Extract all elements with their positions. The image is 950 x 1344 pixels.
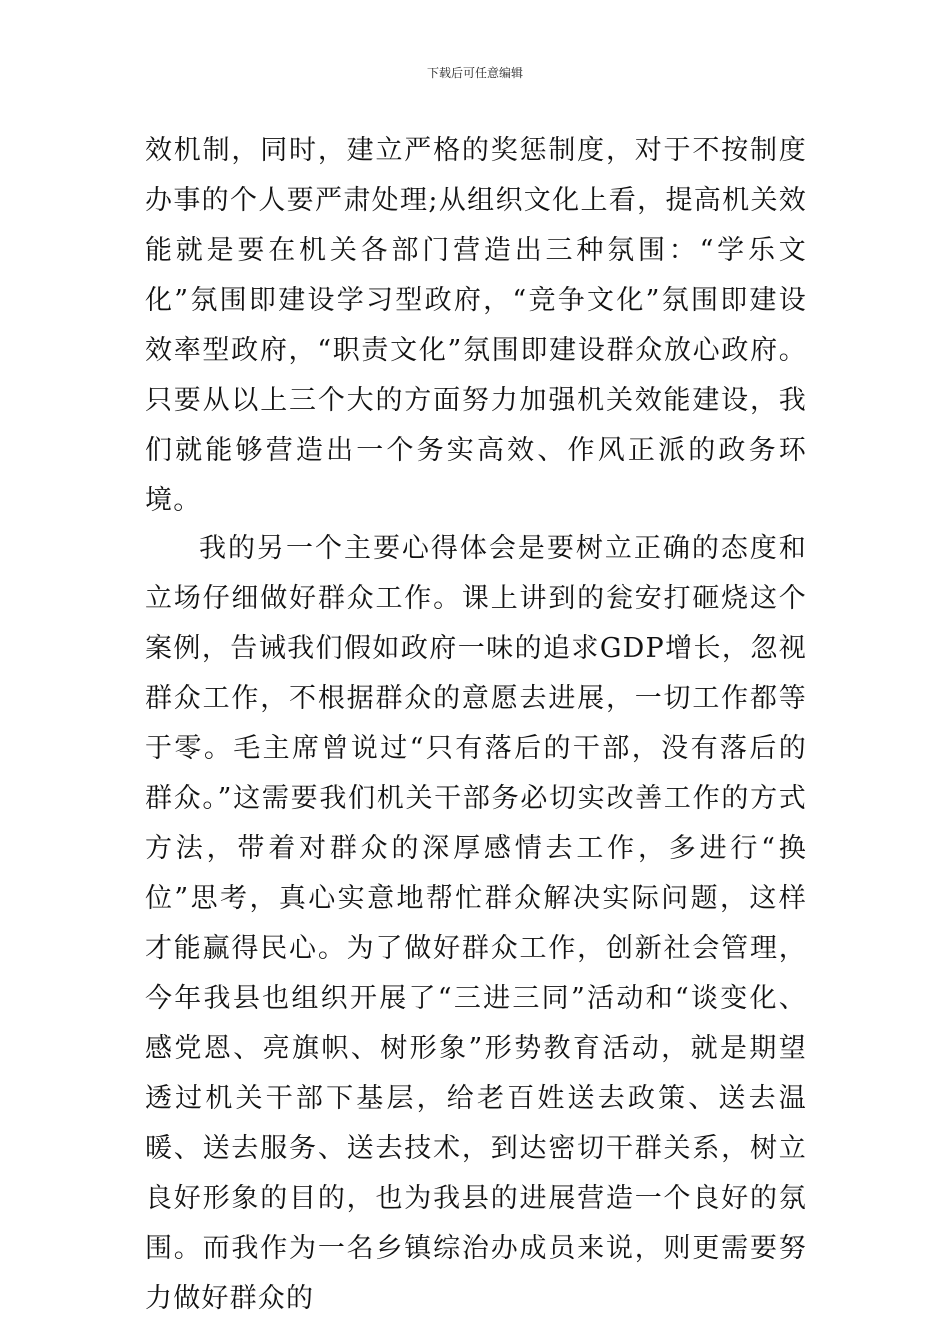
paragraph-main — [145, 524, 807, 1324]
paragraph-text: 效机制，同时，建立严格的奖惩制度，对于不按制度办事的个人要严肃处理;从组织文化上看，提高机关效能就是要在机关各部门营造出三种氛围：“学乐文化”氛围即建设学习型政府，“竞争文化”氛围即建设效率型政府，“职责文化”氛围即建设群众放心政府。只要从以上三个大的方面努力加强机关效能建设，我们就能够营造出一个务实高效、作风正派的政务环境。 — [145, 135, 807, 516]
paragraph-text: 我的另一个主要心得体会是要树立正确的态度和立场仔细做好群众工作。课上讲到的瓮安打砸烧这个案例，告诫我们假如政府一味的追求GDP增长，忽视群众工作，不根据群众的意愿去进展，一切工作都等于零。毛主席曾说过“只有落后的干部，没有落后的群众。”这需要我们机关干部务必切实改善工作的方式方法，带着对群众的深厚感情去工作，多进行“换位”思考，真心实意地帮忙群众解决实际问题，这样才能赢得民心。为了做好群众工作，创新社会管理，今年我县也组织开展了“三进三同”活动和“谈变化、感党恩、亮旗帜、树形象”形势教育活动，就是期望透过机关干部下基层，给老百姓送去政策、送去温暖、送去服务、送去技术，到达密切干群关系，树立良好形象的目的，也为我县的进展营造一个良好的氛围。而我作为一名乡镇综治办成员来说，则更需要努力做好群众的 — [145, 533, 807, 1314]
paragraph-continuation — [145, 126, 807, 526]
page-header: 下载后可任意编辑 — [426, 66, 523, 80]
